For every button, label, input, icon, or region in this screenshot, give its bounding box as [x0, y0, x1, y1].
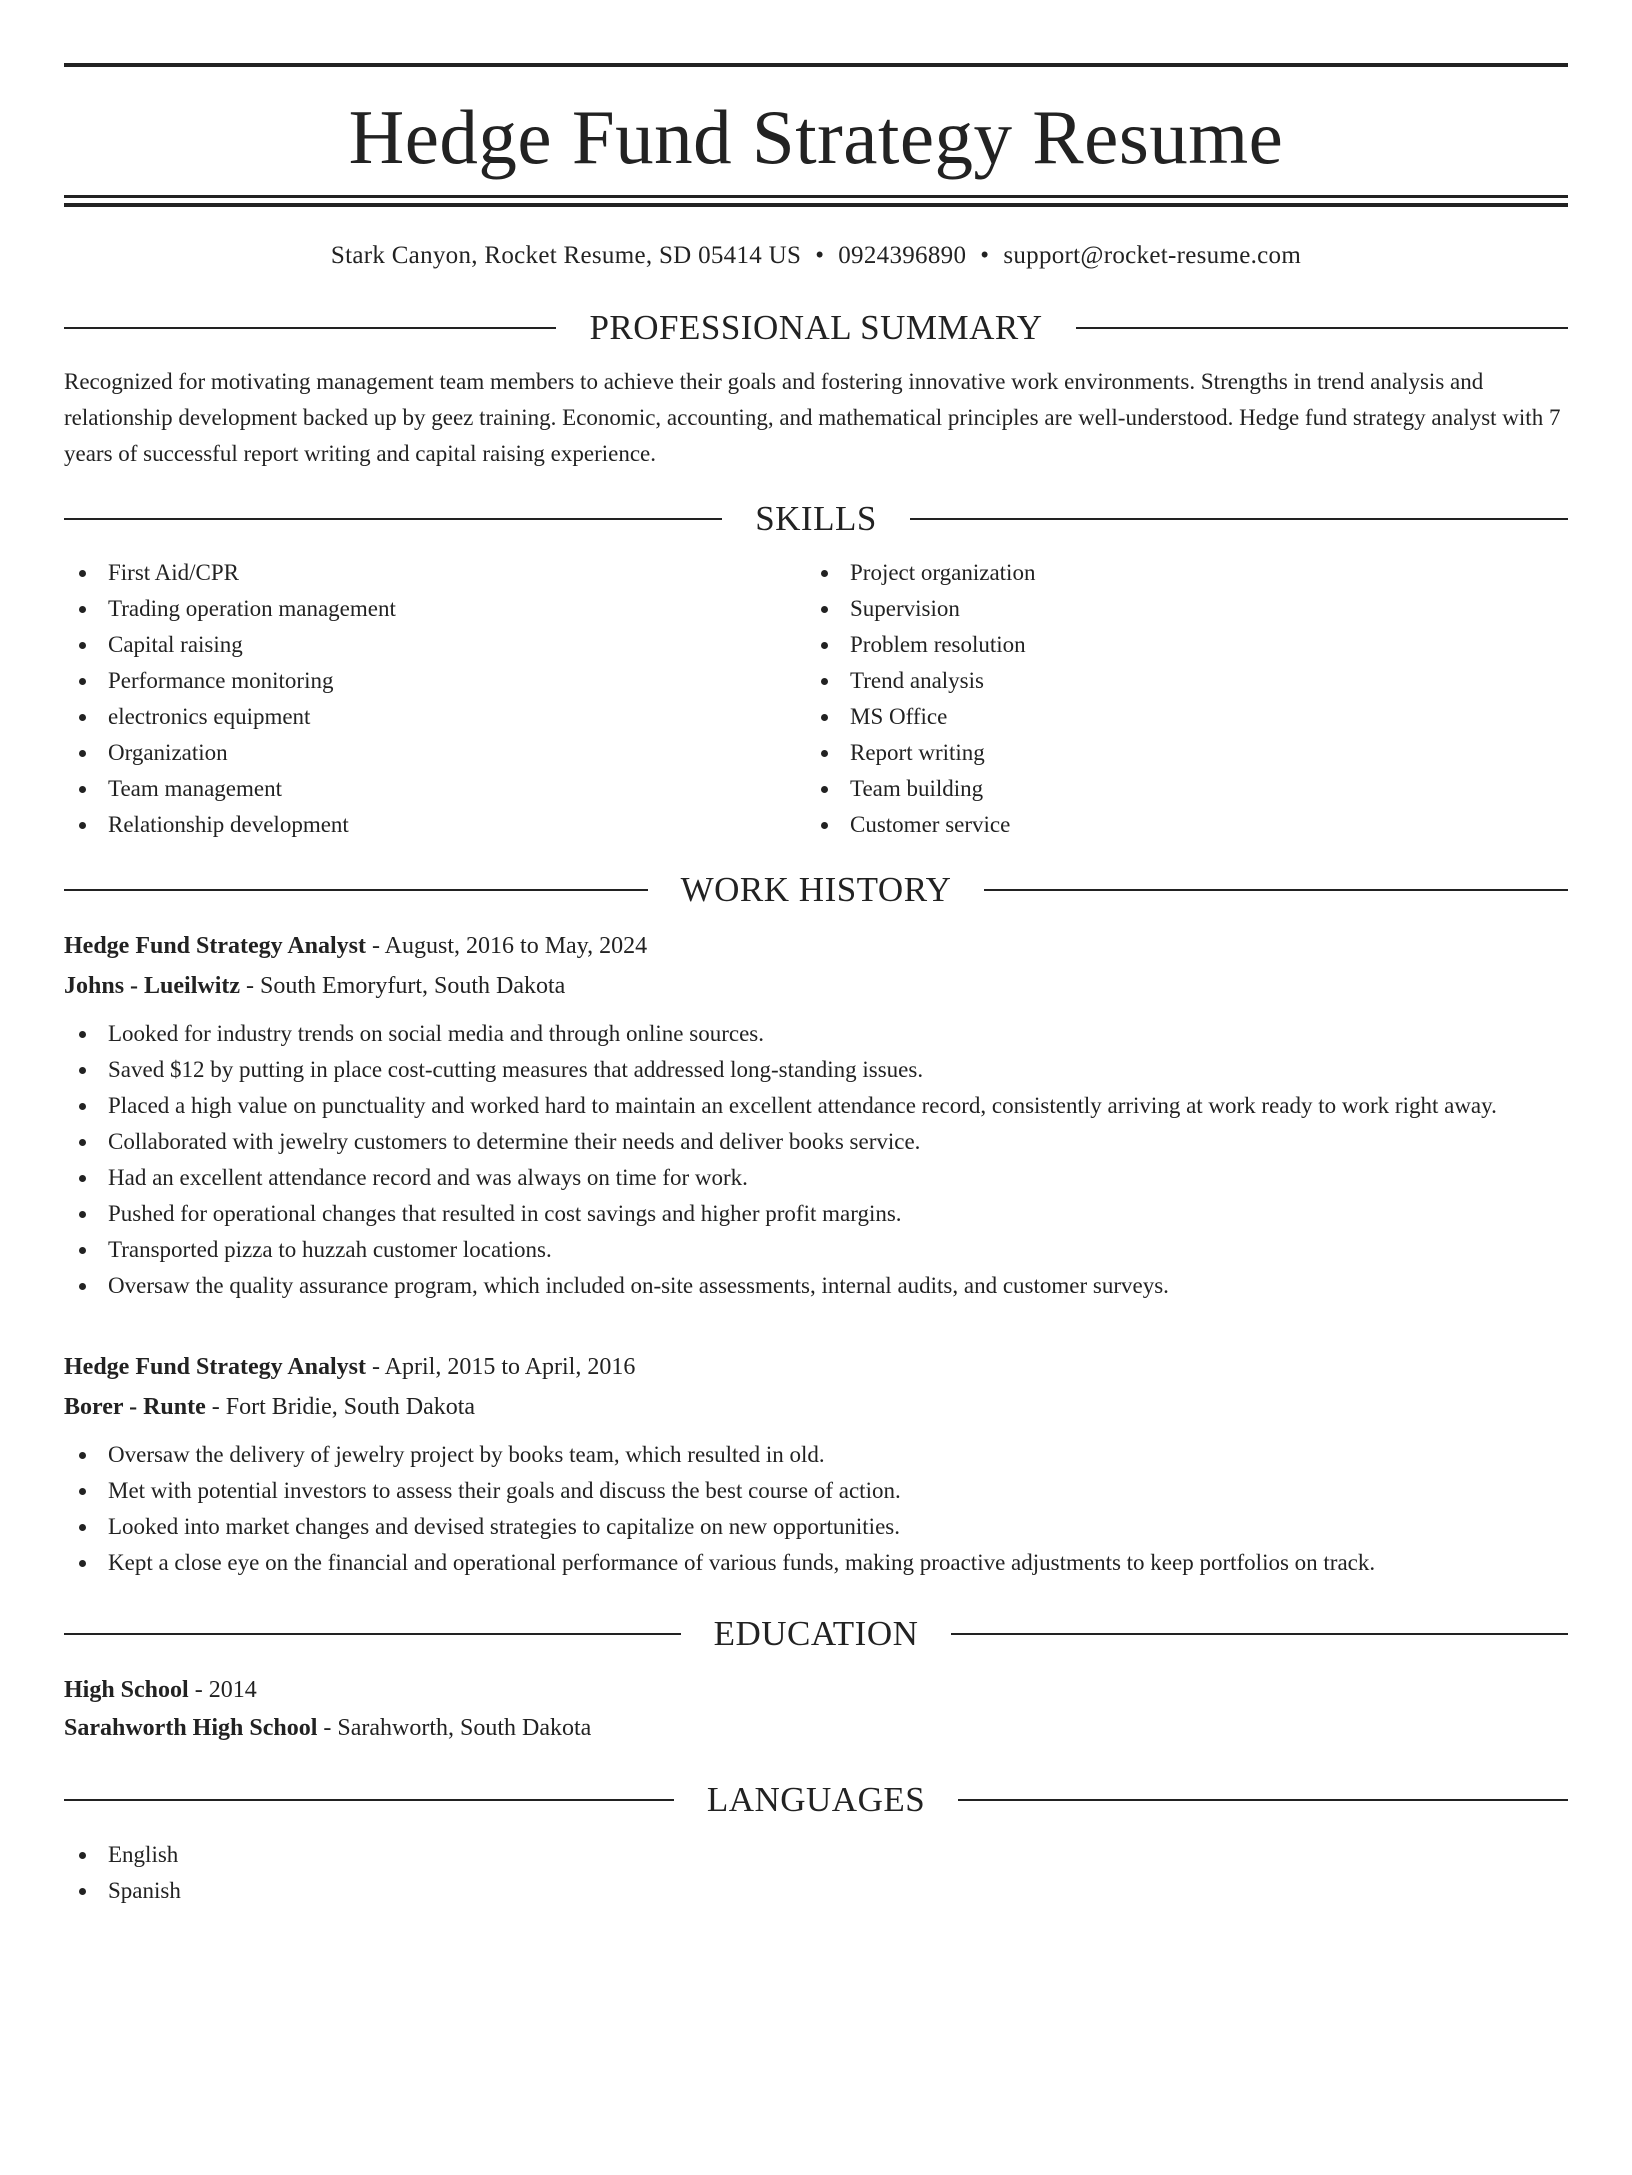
skill-item: Organization [64, 735, 806, 771]
heading-rule [64, 518, 722, 520]
language-item: English [64, 1837, 1568, 1873]
contact-separator: • [815, 242, 825, 269]
heading-rule [984, 889, 1568, 891]
skill-item: Problem resolution [806, 627, 1548, 663]
top-rule [64, 63, 1568, 67]
company-location: - Fort Bridie, South Dakota [205, 1394, 476, 1420]
education-degree: High School [64, 1677, 189, 1703]
skills-columns [64, 555, 1568, 843]
job-title: Hedge Fund Strategy Analyst [64, 933, 367, 959]
section-heading-work [64, 864, 1568, 916]
job-bullet: Oversaw the delivery of jewelry project by books team, which resulted in old. [64, 1437, 1568, 1473]
company-line [64, 966, 1568, 1006]
company-line [64, 1387, 1568, 1427]
job-bullet: Oversaw the quality assurance program, which included on-site assessments, internal audits, and customer surveys. [64, 1268, 1568, 1304]
skill-item: Trend analysis [806, 663, 1548, 699]
language-item: Spanish [64, 1873, 1568, 1909]
skill-item: Team building [806, 771, 1548, 807]
section-heading-skills [64, 493, 1568, 545]
job-bullet: Looked for industry trends on social media and through online sources. [64, 1016, 1568, 1052]
skill-item: Report writing [806, 735, 1548, 771]
resume-page [0, 63, 1632, 2175]
contact-separator: • [980, 242, 990, 269]
skill-item: Performance monitoring [64, 663, 806, 699]
education-location: - Sarahworth, South Dakota [317, 1715, 592, 1741]
heading-rule [910, 518, 1568, 520]
company-location: - South Emoryfurt, South Dakota [240, 973, 566, 999]
job-entry [64, 926, 1568, 1304]
contact-line [64, 239, 1568, 273]
heading-rule [958, 1799, 1568, 1801]
section-title-education: EDUCATION [713, 1614, 919, 1653]
skills-list-right [806, 555, 1548, 843]
job-title-line [64, 926, 1568, 966]
section-heading-education [64, 1608, 1568, 1660]
languages-list [64, 1837, 1568, 1909]
skill-item: First Aid/CPR [64, 555, 806, 591]
job-bullets [64, 1016, 1568, 1304]
job-bullet: Met with potential investors to assess their goals and discuss the best course of action. [64, 1473, 1568, 1509]
job-bullet: Pushed for operational changes that resulted in cost savings and higher profit margins. [64, 1196, 1568, 1232]
education-school-line [64, 1709, 1568, 1747]
education-year: - 2014 [188, 1677, 257, 1703]
job-dates: - August, 2016 to May, 2024 [366, 933, 648, 959]
heading-rule [1076, 327, 1568, 329]
skill-item: Team management [64, 771, 806, 807]
section-title-work: WORK HISTORY [680, 870, 952, 909]
job-dates: - April, 2015 to April, 2016 [366, 1354, 636, 1380]
contact-phone: 0924396890 [838, 242, 967, 269]
job-title: Hedge Fund Strategy Analyst [64, 1354, 367, 1380]
company-name: Johns - Lueilwitz [64, 973, 241, 999]
job-bullet: Transported pizza to huzzah customer locations. [64, 1232, 1568, 1268]
skill-item: Supervision [806, 591, 1548, 627]
contact-address: Stark Canyon, Rocket Resume, SD 05414 US [330, 242, 802, 269]
section-title-skills: SKILLS [755, 499, 877, 538]
job-bullet: Kept a close eye on the financial and operational performance of various funds, making proactive adjustments to keep portfolios on track. [64, 1545, 1568, 1581]
section-title-languages: LANGUAGES [706, 1780, 926, 1819]
skill-item: Project organization [806, 555, 1548, 591]
skills-list-left [64, 555, 806, 843]
job-bullet: Saved $12 by putting in place cost-cutting measures that addressed long-standing issues. [64, 1052, 1568, 1088]
heading-rule [64, 327, 556, 329]
education-entry [64, 1671, 1568, 1747]
skill-item: MS Office [806, 699, 1548, 735]
heading-rule [951, 1633, 1568, 1635]
job-bullet: Placed a high value on punctuality and worked hard to maintain an excellent attendance record, consistently arriving at work ready to work right away. [64, 1088, 1568, 1124]
heading-rule [64, 1633, 681, 1635]
contact-email: support@rocket-resume.com [1003, 242, 1302, 269]
company-name: Borer - Runte [64, 1394, 206, 1420]
heading-rule [64, 1799, 674, 1801]
education-degree-line [64, 1671, 1568, 1709]
section-heading-summary [64, 302, 1568, 354]
job-bullet: Had an excellent attendance record and was always on time for work. [64, 1160, 1568, 1196]
skill-item: Relationship development [64, 807, 806, 843]
job-bullet: Looked into market changes and devised strategies to capitalize on new opportunities. [64, 1509, 1568, 1545]
job-bullets [64, 1437, 1568, 1581]
job-entry [64, 1347, 1568, 1581]
education-school: Sarahworth High School [64, 1715, 318, 1741]
resume-title: Hedge Fund Strategy Resume [348, 94, 1284, 180]
title-double-rule [64, 195, 1568, 207]
job-title-line [64, 1347, 1568, 1387]
heading-rule [64, 889, 648, 891]
section-heading-languages [64, 1774, 1568, 1826]
skill-item: electronics equipment [64, 699, 806, 735]
summary-text: Recognized for motivating management team members to achieve their goals and fostering innovative work environments. Strengths in trend analysis and relationship development backed up by geez training. Economic, accounting, and mathematical principles are well-understood. Hedge fund strategy analyst with 7 years of successful report writing and capital raising experience. [64, 369, 1561, 466]
skill-item: Customer service [806, 807, 1548, 843]
job-bullet: Collaborated with jewelry customers to determine their needs and deliver books service. [64, 1124, 1568, 1160]
section-title-summary: PROFESSIONAL SUMMARY [589, 308, 1043, 347]
skill-item: Trading operation management [64, 591, 806, 627]
skill-item: Capital raising [64, 627, 806, 663]
